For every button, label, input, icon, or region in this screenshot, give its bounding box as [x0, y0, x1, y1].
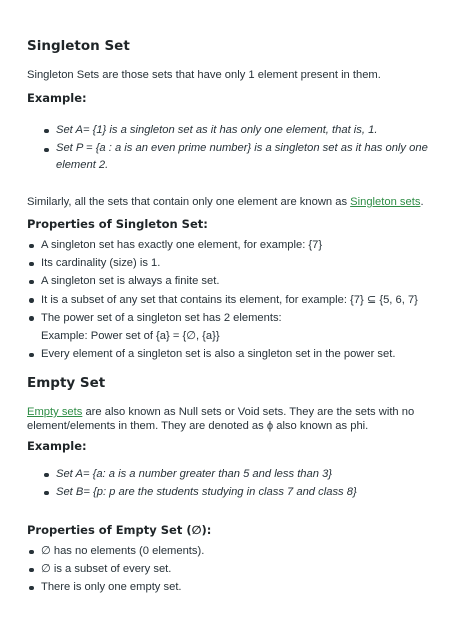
property-item: A singleton set has exactly one element, for example: {7}: [27, 236, 457, 254]
empty-example-list: [42, 465, 432, 501]
empty-example-heading: Example:: [27, 439, 87, 453]
property-item-text: The power set of a singleton set has 2 elements:: [41, 311, 282, 324]
empty-set-heading: Empty Set: [27, 375, 106, 391]
property-item: It is a subset of any set that contains its element, for example: {7} ⊆ {5, 6, 7}: [27, 291, 457, 309]
singleton-properties-list: [27, 236, 457, 363]
power-set-example: Example: Power set of {a} = {∅, {a}}: [41, 330, 220, 343]
property-item: A singleton set is always a finite set.: [27, 272, 457, 290]
property-item: Its cardinality (size) is 1.: [27, 254, 457, 272]
similarly-end: .: [420, 196, 424, 208]
singleton-example-item: Set A= {1} is a singleton set as it has only one element, that is, 1.: [42, 121, 432, 139]
empty-properties-list: [27, 542, 457, 597]
empty-example-item: Set A= {a: a is a number greater than 5 and less than 3}: [42, 465, 432, 483]
empty-property-item: ∅ has no elements (0 elements).: [27, 542, 457, 560]
singleton-intro: Singleton Sets are those sets that have only 1 element present in them.: [27, 69, 381, 81]
singleton-properties-heading: Properties of Singleton Set:: [27, 217, 208, 231]
singleton-set-heading: Singleton Set: [27, 38, 130, 54]
property-item: [27, 309, 457, 345]
singleton-example-item: Set P = {a : a is an even prime number} is a singleton set as it has only one element 2.: [42, 140, 432, 174]
empty-intro: [27, 405, 439, 433]
singleton-sets-link[interactable]: Singleton sets: [350, 196, 421, 208]
empty-properties-heading: Properties of Empty Set (∅):: [27, 523, 212, 537]
singleton-example-list: [42, 121, 432, 174]
empty-property-item: ∅ is a subset of every set.: [27, 560, 457, 578]
singleton-example-heading: Example:: [27, 91, 87, 105]
empty-intro-text: are also known as Null sets or Void sets. They are the sets with no element/elements in them. They are denoted as ϕ also known as phi.: [27, 406, 415, 432]
empty-property-item: There is only one empty set.: [27, 578, 457, 596]
empty-example-item: Set B= {p: p are the students studying in class 7 and class 8}: [42, 483, 432, 501]
property-item: Every element of a singleton set is also a singleton set in the power set.: [27, 345, 457, 363]
similarly-paragraph: [27, 195, 439, 209]
empty-sets-link[interactable]: Empty sets: [27, 406, 83, 418]
similarly-text: Similarly, all the sets that contain only one element are known as: [27, 196, 351, 208]
